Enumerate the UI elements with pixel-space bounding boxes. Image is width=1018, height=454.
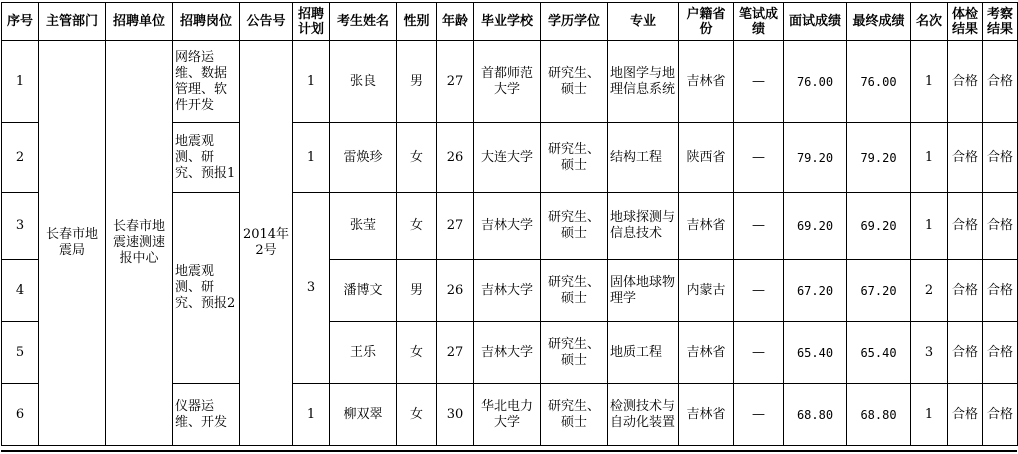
cell-review: 合格 — [983, 123, 1018, 193]
header-written: 笔试成绩 — [734, 3, 784, 41]
results-table — [1, 2, 1018, 446]
cell-position: 仪器运维、开发 — [173, 384, 240, 446]
cell-gender: 女 — [397, 384, 437, 446]
cell-written: — — [734, 41, 784, 123]
cell-age: 26 — [437, 123, 474, 193]
cell-final: 67.20 — [847, 260, 911, 322]
cell-age: 30 — [437, 384, 474, 446]
header-dept: 主管部门 — [39, 3, 106, 41]
cell-school: 华北电力大学 — [474, 384, 541, 446]
header-degree: 学历学位 — [541, 3, 608, 41]
header-interview: 面试成绩 — [784, 3, 847, 41]
cell-interview: 69.20 — [784, 193, 847, 260]
header-seq: 序号 — [2, 3, 39, 41]
header-gender: 性别 — [397, 3, 437, 41]
cell-position: 地震观测、研究、预报2 — [173, 193, 240, 384]
cell-final: 65.40 — [847, 322, 911, 384]
cell-plan: 1 — [293, 41, 330, 123]
cell-seq: 1 — [2, 41, 39, 123]
cell-age: 26 — [437, 260, 474, 322]
cell-physical: 合格 — [948, 260, 983, 322]
header-school: 毕业学校 — [474, 3, 541, 41]
header-final: 最终成绩 — [847, 3, 911, 41]
cell-degree: 研究生、硕士 — [541, 193, 608, 260]
header-physical: 体检结果 — [948, 3, 983, 41]
cell-interview: 79.20 — [784, 123, 847, 193]
cell-age: 27 — [437, 322, 474, 384]
cell-unit: 长春市地震速测速报中心 — [106, 41, 173, 446]
cell-final: 69.20 — [847, 193, 911, 260]
cell-written: — — [734, 123, 784, 193]
cell-gender: 男 — [397, 260, 437, 322]
cell-degree: 研究生、硕士 — [541, 41, 608, 123]
cell-name: 柳双翠 — [330, 384, 397, 446]
cell-name: 潘博文 — [330, 260, 397, 322]
cell-major: 地球探测与信息技术 — [608, 193, 679, 260]
cell-rank: 1 — [911, 123, 948, 193]
cell-physical: 合格 — [948, 41, 983, 123]
cell-school: 大连大学 — [474, 123, 541, 193]
cell-written: — — [734, 384, 784, 446]
cell-hukou: 吉林省 — [679, 193, 734, 260]
cell-school: 首都师范大学 — [474, 41, 541, 123]
cell-review: 合格 — [983, 41, 1018, 123]
cell-gender: 男 — [397, 41, 437, 123]
cell-rank: 1 — [911, 193, 948, 260]
cell-hukou: 陕西省 — [679, 123, 734, 193]
cell-hukou: 内蒙古 — [679, 260, 734, 322]
cell-hukou: 吉林省 — [679, 322, 734, 384]
cell-review: 合格 — [983, 384, 1018, 446]
cell-interview: 68.80 — [784, 384, 847, 446]
cell-major: 固体地球物理学 — [608, 260, 679, 322]
header-rank: 名次 — [911, 3, 948, 41]
cell-name: 张良 — [330, 41, 397, 123]
cell-plan: 3 — [293, 193, 330, 384]
header-row — [2, 3, 1018, 41]
header-notice: 公告号 — [240, 3, 293, 41]
cell-gender: 女 — [397, 322, 437, 384]
cell-name: 雷焕珍 — [330, 123, 397, 193]
cell-seq: 5 — [2, 322, 39, 384]
header-major: 专业 — [608, 3, 679, 41]
cell-degree: 研究生、硕士 — [541, 123, 608, 193]
cell-rank: 1 — [911, 41, 948, 123]
cell-seq: 3 — [2, 193, 39, 260]
cell-school: 吉林大学 — [474, 260, 541, 322]
cell-degree: 研究生、硕士 — [541, 260, 608, 322]
header-position: 招聘岗位 — [173, 3, 240, 41]
cell-position: 网络运维、数据管理、软件开发 — [173, 41, 240, 123]
cell-age: 27 — [437, 193, 474, 260]
cell-plan: 1 — [293, 384, 330, 446]
cell-position: 地震观测、研究、预报1 — [173, 123, 240, 193]
cell-final: 76.00 — [847, 41, 911, 123]
cell-review: 合格 — [983, 260, 1018, 322]
cell-hukou: 吉林省 — [679, 384, 734, 446]
cell-degree: 研究生、硕士 — [541, 384, 608, 446]
cell-school: 吉林大学 — [474, 193, 541, 260]
table-row — [2, 41, 1018, 123]
cell-dept: 长春市地震局 — [39, 41, 106, 446]
cell-physical: 合格 — [948, 384, 983, 446]
cell-name: 王乐 — [330, 322, 397, 384]
cell-major: 地图学与地理信息系统 — [608, 41, 679, 123]
cell-physical: 合格 — [948, 322, 983, 384]
cell-physical: 合格 — [948, 123, 983, 193]
cell-notice: 2014年2号 — [240, 41, 293, 446]
cell-rank: 1 — [911, 384, 948, 446]
cell-interview: 67.20 — [784, 260, 847, 322]
cell-rank: 3 — [911, 322, 948, 384]
cell-written: — — [734, 260, 784, 322]
cell-physical: 合格 — [948, 193, 983, 260]
header-age: 年龄 — [437, 3, 474, 41]
cell-plan: 1 — [293, 123, 330, 193]
cell-major: 地质工程 — [608, 322, 679, 384]
header-unit: 招聘单位 — [106, 3, 173, 41]
cell-name: 张莹 — [330, 193, 397, 260]
cell-interview: 76.00 — [784, 41, 847, 123]
header-name: 考生姓名 — [330, 3, 397, 41]
header-review: 考察结果 — [983, 3, 1018, 41]
cell-major: 检测技术与自动化装置 — [608, 384, 679, 446]
cell-interview: 65.40 — [784, 322, 847, 384]
cell-seq: 6 — [2, 384, 39, 446]
cell-seq: 4 — [2, 260, 39, 322]
header-hukou: 户籍省份 — [679, 3, 734, 41]
cell-hukou: 吉林省 — [679, 41, 734, 123]
cell-review: 合格 — [983, 193, 1018, 260]
cell-school: 吉林大学 — [474, 322, 541, 384]
cell-rank: 2 — [911, 260, 948, 322]
cell-written: — — [734, 193, 784, 260]
header-plan: 招聘计划 — [293, 3, 330, 41]
cell-major: 结构工程 — [608, 123, 679, 193]
cell-final: 79.20 — [847, 123, 911, 193]
cell-written: — — [734, 322, 784, 384]
cell-review: 合格 — [983, 322, 1018, 384]
cell-gender: 女 — [397, 123, 437, 193]
cell-seq: 2 — [2, 123, 39, 193]
bottom-rule — [1, 450, 1017, 452]
cell-final: 68.80 — [847, 384, 911, 446]
cell-gender: 女 — [397, 193, 437, 260]
cell-degree: 研究生、硕士 — [541, 322, 608, 384]
cell-age: 27 — [437, 41, 474, 123]
